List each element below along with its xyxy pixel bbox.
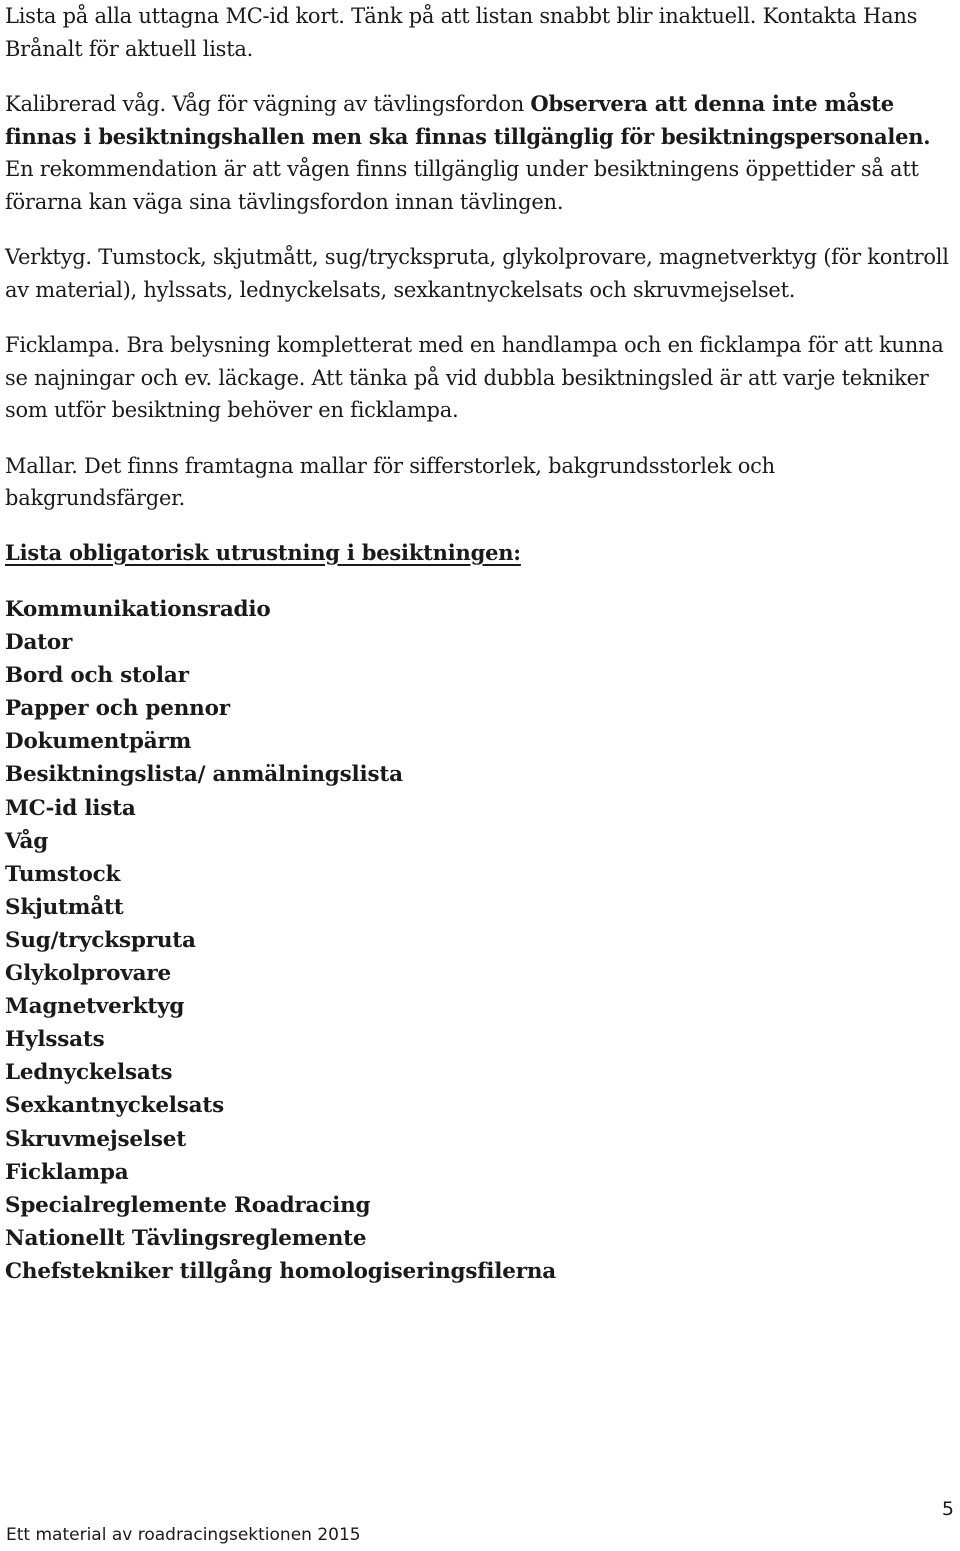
list-item: MC-id lista [5,795,136,821]
list-item: Lednyckelsats [5,1060,173,1086]
scale-intro-text: Kalibrerad våg. Våg för vägning av tävlingsfordon [5,92,531,116]
list-item: Skruvmejselset [5,1126,186,1152]
equipment-list [5,593,957,1288]
paragraph-tools: Verktyg. Tumstock, skjutmått, sug/tryckspruta, glykolprovare, magnetverktyg (för kontroll av material), hylssats, lednyckelsats, sexkantnyckelsats och skruvmejselset. [5,245,949,302]
list-item: Ficklampa [5,1159,129,1185]
page-number: 5 [941,1498,954,1520]
document-body [5,0,957,1288]
scale-notice-bold: Observera att denna inte måste finnas i besiktningshallen men ska finnas tillgänglig för besiktningspersonalen. [5,91,931,149]
list-item: Bord och stolar [5,663,189,689]
list-item: Sug/tryckspruta [5,927,196,953]
footer-text: Ett material av roadracingsektionen 2015 [6,1525,361,1545]
list-item: Skjutmått [5,894,124,920]
list-item: Besiktningslista/ anmälningslista [5,762,403,788]
list-item: Sexkantnyckelsats [5,1093,225,1119]
equipment-list-heading: Lista obligatorisk utrustning i besiktningen: [5,539,521,565]
list-item: Våg [5,828,49,854]
list-item: Papper och pennor [5,696,230,722]
paragraph-calibrated-scale [5,88,957,218]
list-item: Magnetverktyg [5,994,185,1020]
scale-recommendation-text: En rekommendation är att vågen finns tillgänglig under besiktningens öppettider så att förarna kan väga sina tävlingsfordon innan tävlingen. [5,157,919,214]
paragraph-mc-id-list: Lista på alla uttagna MC-id kort. Tänk på att listan snabbt blir inaktuell. Kontakta Hans Brånalt för aktuell lista. [5,4,918,61]
list-item: Specialreglemente Roadracing [5,1192,371,1218]
list-item: Dator [5,630,73,656]
list-item: Hylssats [5,1027,105,1053]
list-item: Dokumentpärm [5,729,192,755]
list-item: Nationellt Tävlingsreglemente [5,1225,367,1251]
list-item: Chefstekniker tillgång homologiseringsfilerna [5,1258,556,1284]
list-item: Tumstock [5,861,121,887]
paragraph-templates: Mallar. Det finns framtagna mallar för sifferstorlek, bakgrundsstorlek och bakgrundsfärger. [5,453,775,510]
paragraph-flashlight: Ficklampa. Bra belysning kompletterat med en handlampa och en ficklampa för att kunna se najningar och ev. läckage. Att tänka på vid dubbla besiktningsled är att varje tekniker som utför besiktning behöver en ficklampa. [5,333,944,422]
list-item: Glykolprovare [5,961,171,987]
list-item: Kommunikationsradio [5,597,271,622]
